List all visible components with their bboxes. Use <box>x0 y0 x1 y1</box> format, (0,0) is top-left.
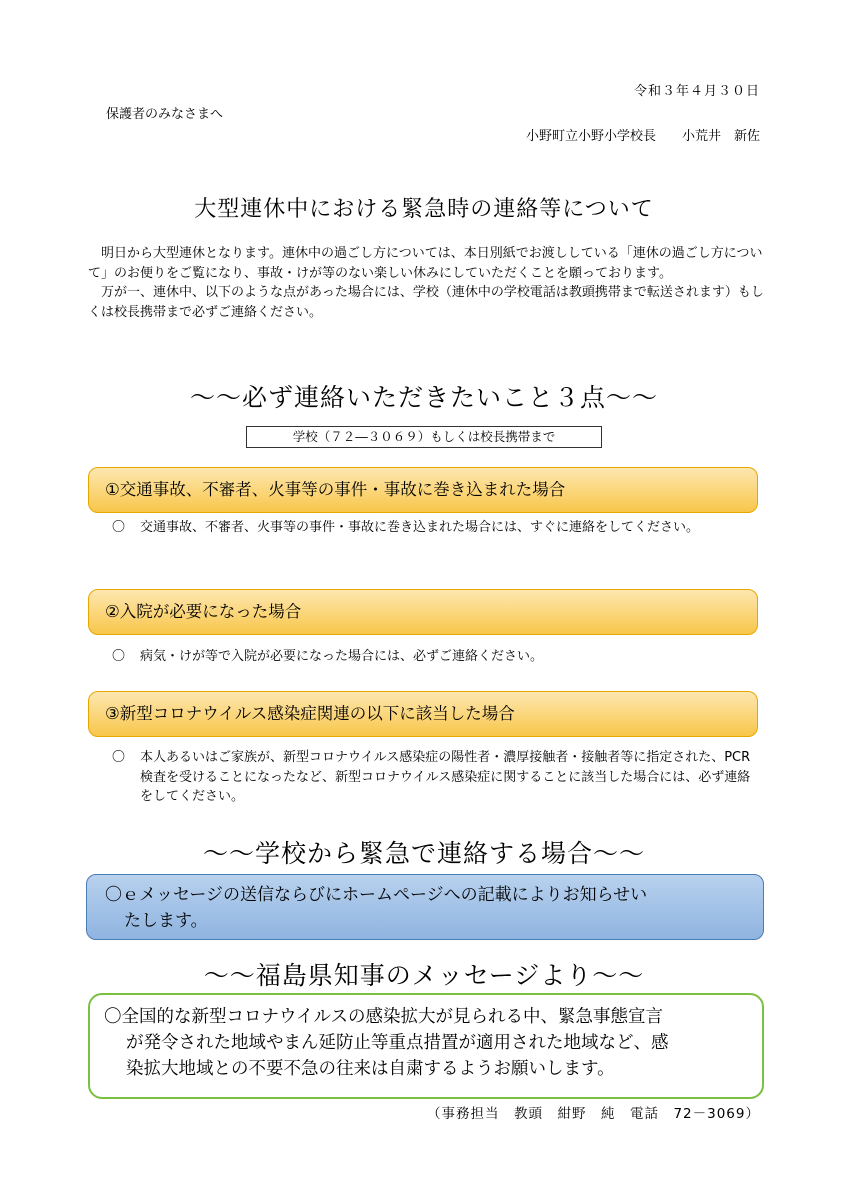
case-title: ③新型コロナウイルス感染症関連の以下に該当した場合 <box>105 704 515 723</box>
case-banner-hospital <box>88 589 758 635</box>
case-detail-text: 交通事故、不審者、火事等の事件・事故に巻き込まれた場合には、すぐに連絡をしてください。 <box>140 520 700 535</box>
case-banner-covid <box>88 691 758 737</box>
section-heading-school-contact: ～～学校から緊急で連絡する場合～～ <box>202 839 645 868</box>
school-contact-line: 〇ｅメッセージの送信ならびにホームページへの記載によりお知らせい <box>105 885 648 905</box>
school-contact-line: たします。 <box>124 911 208 931</box>
governor-message-box <box>88 993 764 1099</box>
sender: 小野町立小野小学校長 小荒井 新佐 <box>525 129 760 144</box>
section-heading-contact-required: ～～必ず連絡いただきたいこと３点～～ <box>189 383 658 412</box>
footer-contact: （事務担当 教頭 紺野 純 電話 72－3069） <box>426 1106 760 1122</box>
school-contact-box <box>86 874 764 940</box>
addressee: 保護者のみなさまへ <box>106 107 224 122</box>
case-detail-hospital <box>112 647 762 667</box>
page-title: 大型連休中における緊急時の連絡等について <box>194 197 654 222</box>
case-title: ②入院が必要になった場合 <box>105 602 302 621</box>
section-heading-governor: ～～福島県知事のメッセージより～～ <box>203 961 645 990</box>
bullet-circle-icon: 〇 <box>112 649 126 664</box>
case-detail-covid <box>112 748 762 807</box>
intro-paragraph-1: 明日から大型連休となります。連休中の過ごし方については、本日別紙でお渡ししている「連休の過ごし方について」のお便りをご覧になり、事故・けが等のない楽しい休みにしていただくことを願っております。 <box>88 246 763 281</box>
intro-paragraph-2: 万が一、連休中、以下のような点があった場合には、学校（連休中の学校電話は教頭携帯まで転送されます）もしくは校長携帯まで必ずご連絡ください。 <box>88 285 764 320</box>
date: 令和３年４月３０日 <box>633 84 760 99</box>
contact-box: 学校（７２―３０６９）もしくは校長携帯まで <box>246 426 602 448</box>
case-detail-text: 病気・けが等で入院が必要になった場合には、必ずご連絡ください。 <box>140 649 544 664</box>
case-detail-text: 本人あるいはご家族が、新型コロナウイルス感染症の陽性者・濃厚接触者・接触者等に指定された、PCR検査を受けることになったなど、新型コロナウイルス感染症に関することに該当した場合には、必ず連絡をしてください。 <box>140 750 751 804</box>
case-detail-accident <box>112 518 762 538</box>
bullet-circle-icon: 〇 <box>112 520 126 535</box>
case-title: ①交通事故、不審者、火事等の事件・事故に巻き込まれた場合 <box>105 480 566 499</box>
intro-text <box>88 244 764 322</box>
governor-message-line: 染拡大地域との不要不急の往来は自粛するようお願いします。 <box>126 1059 615 1079</box>
governor-message-line: が発令された地域やまん延防止等重点措置が適用された地域など、感 <box>126 1033 669 1053</box>
governor-message-line: 〇全国的な新型コロナウイルスの感染拡大が見られる中、緊急事態宣言 <box>104 1007 663 1027</box>
case-banner-accident <box>88 467 758 513</box>
bullet-circle-icon: 〇 <box>112 750 126 765</box>
